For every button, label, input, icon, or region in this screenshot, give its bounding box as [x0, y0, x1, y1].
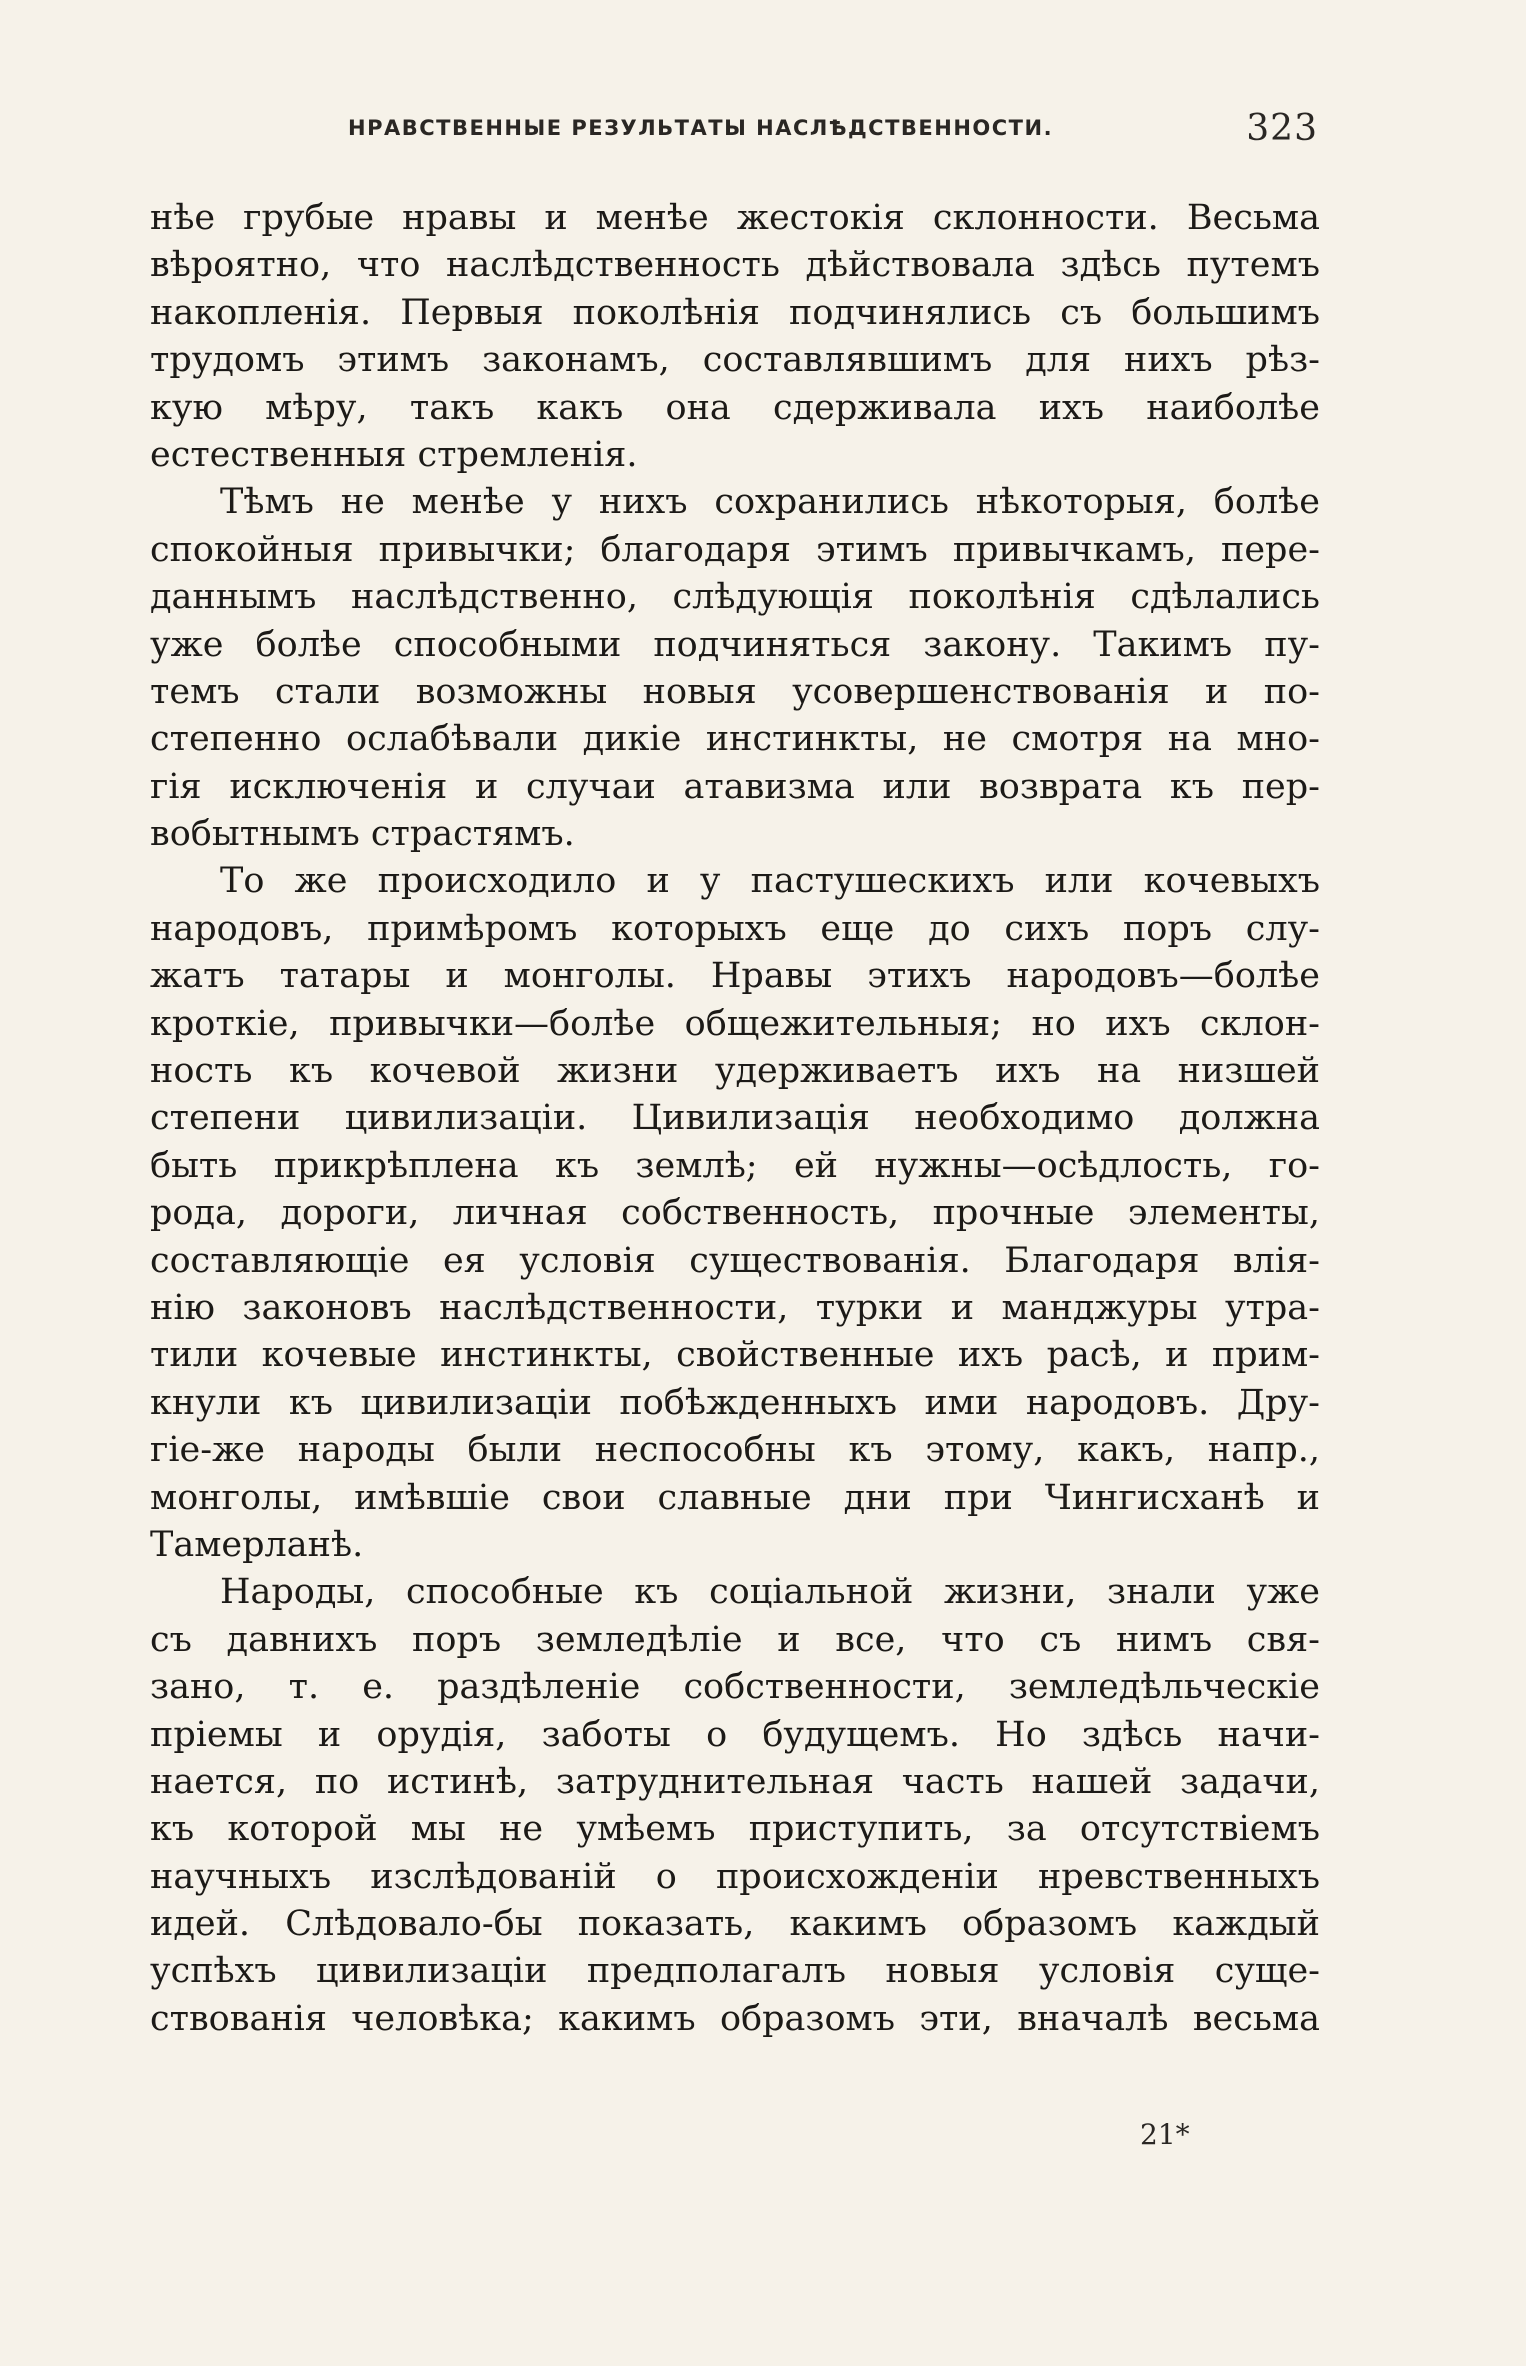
text-line: нѣе грубые нравы и менѣе жестокія склонности. Весьма: [150, 198, 1320, 238]
text-line: рода, дороги, личная собственность, прочные элементы,: [150, 1193, 1320, 1234]
text-line: къ которой мы не умѣемъ приступить, за отсутствіемъ: [150, 1809, 1320, 1850]
text-line: народовъ, примѣромъ которыхъ еще до сихъ поръ слу-: [150, 908, 1320, 949]
text-line: темъ стали возможны новыя усовершенствованія и по-: [150, 671, 1320, 712]
text-line: Народы, способные къ соціальной жизни, знали уже: [220, 1572, 1320, 1613]
text-line: кроткіе, привычки—болѣе общежительныя; но ихъ склон-: [150, 1003, 1320, 1044]
text-line: вѣроятно, что наслѣдственность дѣйствовала здѣсь путемъ: [150, 245, 1320, 286]
text-line: Тамерланѣ.: [150, 1524, 364, 1565]
text-line: жатъ татары и монголы. Нравы этихъ народовъ—болѣе: [150, 956, 1320, 997]
text-line: научныхъ изслѣдованій о происхожденіи нревственныхъ: [150, 1856, 1320, 1897]
text-line: гіе-же народы были неспособны къ этому, какъ, напр.,: [150, 1430, 1320, 1471]
body-text: [150, 195, 1320, 2043]
text-line: тили кочевые инстинкты, свойственные ихъ расѣ, и прим-: [150, 1335, 1320, 1376]
text-line: зано, т. е. раздѣленіе собственности, земледѣльческіе: [150, 1667, 1320, 1708]
signature-mark: 21*: [1140, 2118, 1190, 2151]
text-line: нію законовъ наслѣдственности, турки и манджуры утра-: [150, 1287, 1320, 1328]
running-head: НРАВСТВЕННЫЕ РЕЗУЛЬТАТЫ НАСЛѢДСТВЕННОСТИ.: [348, 116, 1054, 140]
text-line: степени цивилизаціи. Цивилизація необходимо должна: [150, 1098, 1320, 1139]
text-line: кую мѣру, такъ какъ она сдерживала ихъ наиболѣе: [150, 387, 1320, 428]
text-line: съ давнихъ поръ земледѣліе и все, что съ нимъ свя-: [150, 1619, 1320, 1660]
text-line: гія исключенія и случаи атавизма или возврата къ пер-: [150, 766, 1320, 807]
text-line: ствованія человѣка; какимъ образомъ эти, вначалѣ весьма: [150, 1998, 1320, 2039]
text-line: составляющіе ея условія существованія. Благодаря влія-: [150, 1240, 1320, 1281]
text-line: монголы, имѣвшіе свои славные дни при Чингисханѣ и: [150, 1477, 1320, 1518]
text-line: вобытнымъ страстямъ.: [150, 814, 575, 855]
text-line: пріемы и орудія, заботы о будущемъ. Но здѣсь начи-: [150, 1714, 1320, 1755]
page-header: [148, 108, 1318, 158]
text-line: успѣхъ цивилизаціи предполагалъ новыя условія суще-: [150, 1951, 1320, 1992]
text-line: накопленія. Первыя поколѣнія подчинялись съ большимъ: [150, 292, 1320, 333]
text-line: Тѣмъ не менѣе у нихъ сохранились нѣкоторыя, болѣе: [220, 482, 1320, 523]
text-line: спокойныя привычки; благодаря этимъ привычкамъ, пере-: [150, 529, 1320, 570]
text-line: То же происходило и у пастушескихъ или кочевыхъ: [220, 861, 1320, 902]
page-number: 323: [1246, 108, 1318, 149]
text-line: естественныя стремленія.: [150, 434, 638, 475]
text-line: ность къ кочевой жизни удерживаетъ ихъ на низшей: [150, 1051, 1320, 1092]
text-line: нается, по истинѣ, затруднительная часть нашей задачи,: [150, 1761, 1320, 1802]
text-line: степенно ослабѣвали дикіе инстинкты, не смотря на мно-: [150, 719, 1320, 760]
text-line: уже болѣе способными подчиняться закону. Такимъ пу-: [150, 624, 1320, 665]
text-line: трудомъ этимъ законамъ, составлявшимъ для нихъ рѣз-: [150, 340, 1320, 381]
text-line: быть прикрѣплена къ землѣ; ей нужны—осѣдлость, го-: [150, 1145, 1320, 1186]
text-line: идей. Слѣдовало-бы показать, какимъ образомъ каждый: [150, 1904, 1320, 1945]
text-line: кнули къ цивилизаціи побѣжденныхъ ими народовъ. Дру-: [150, 1382, 1320, 1423]
text-line: даннымъ наслѣдственно, слѣдующія поколѣнія сдѣлались: [150, 577, 1320, 618]
